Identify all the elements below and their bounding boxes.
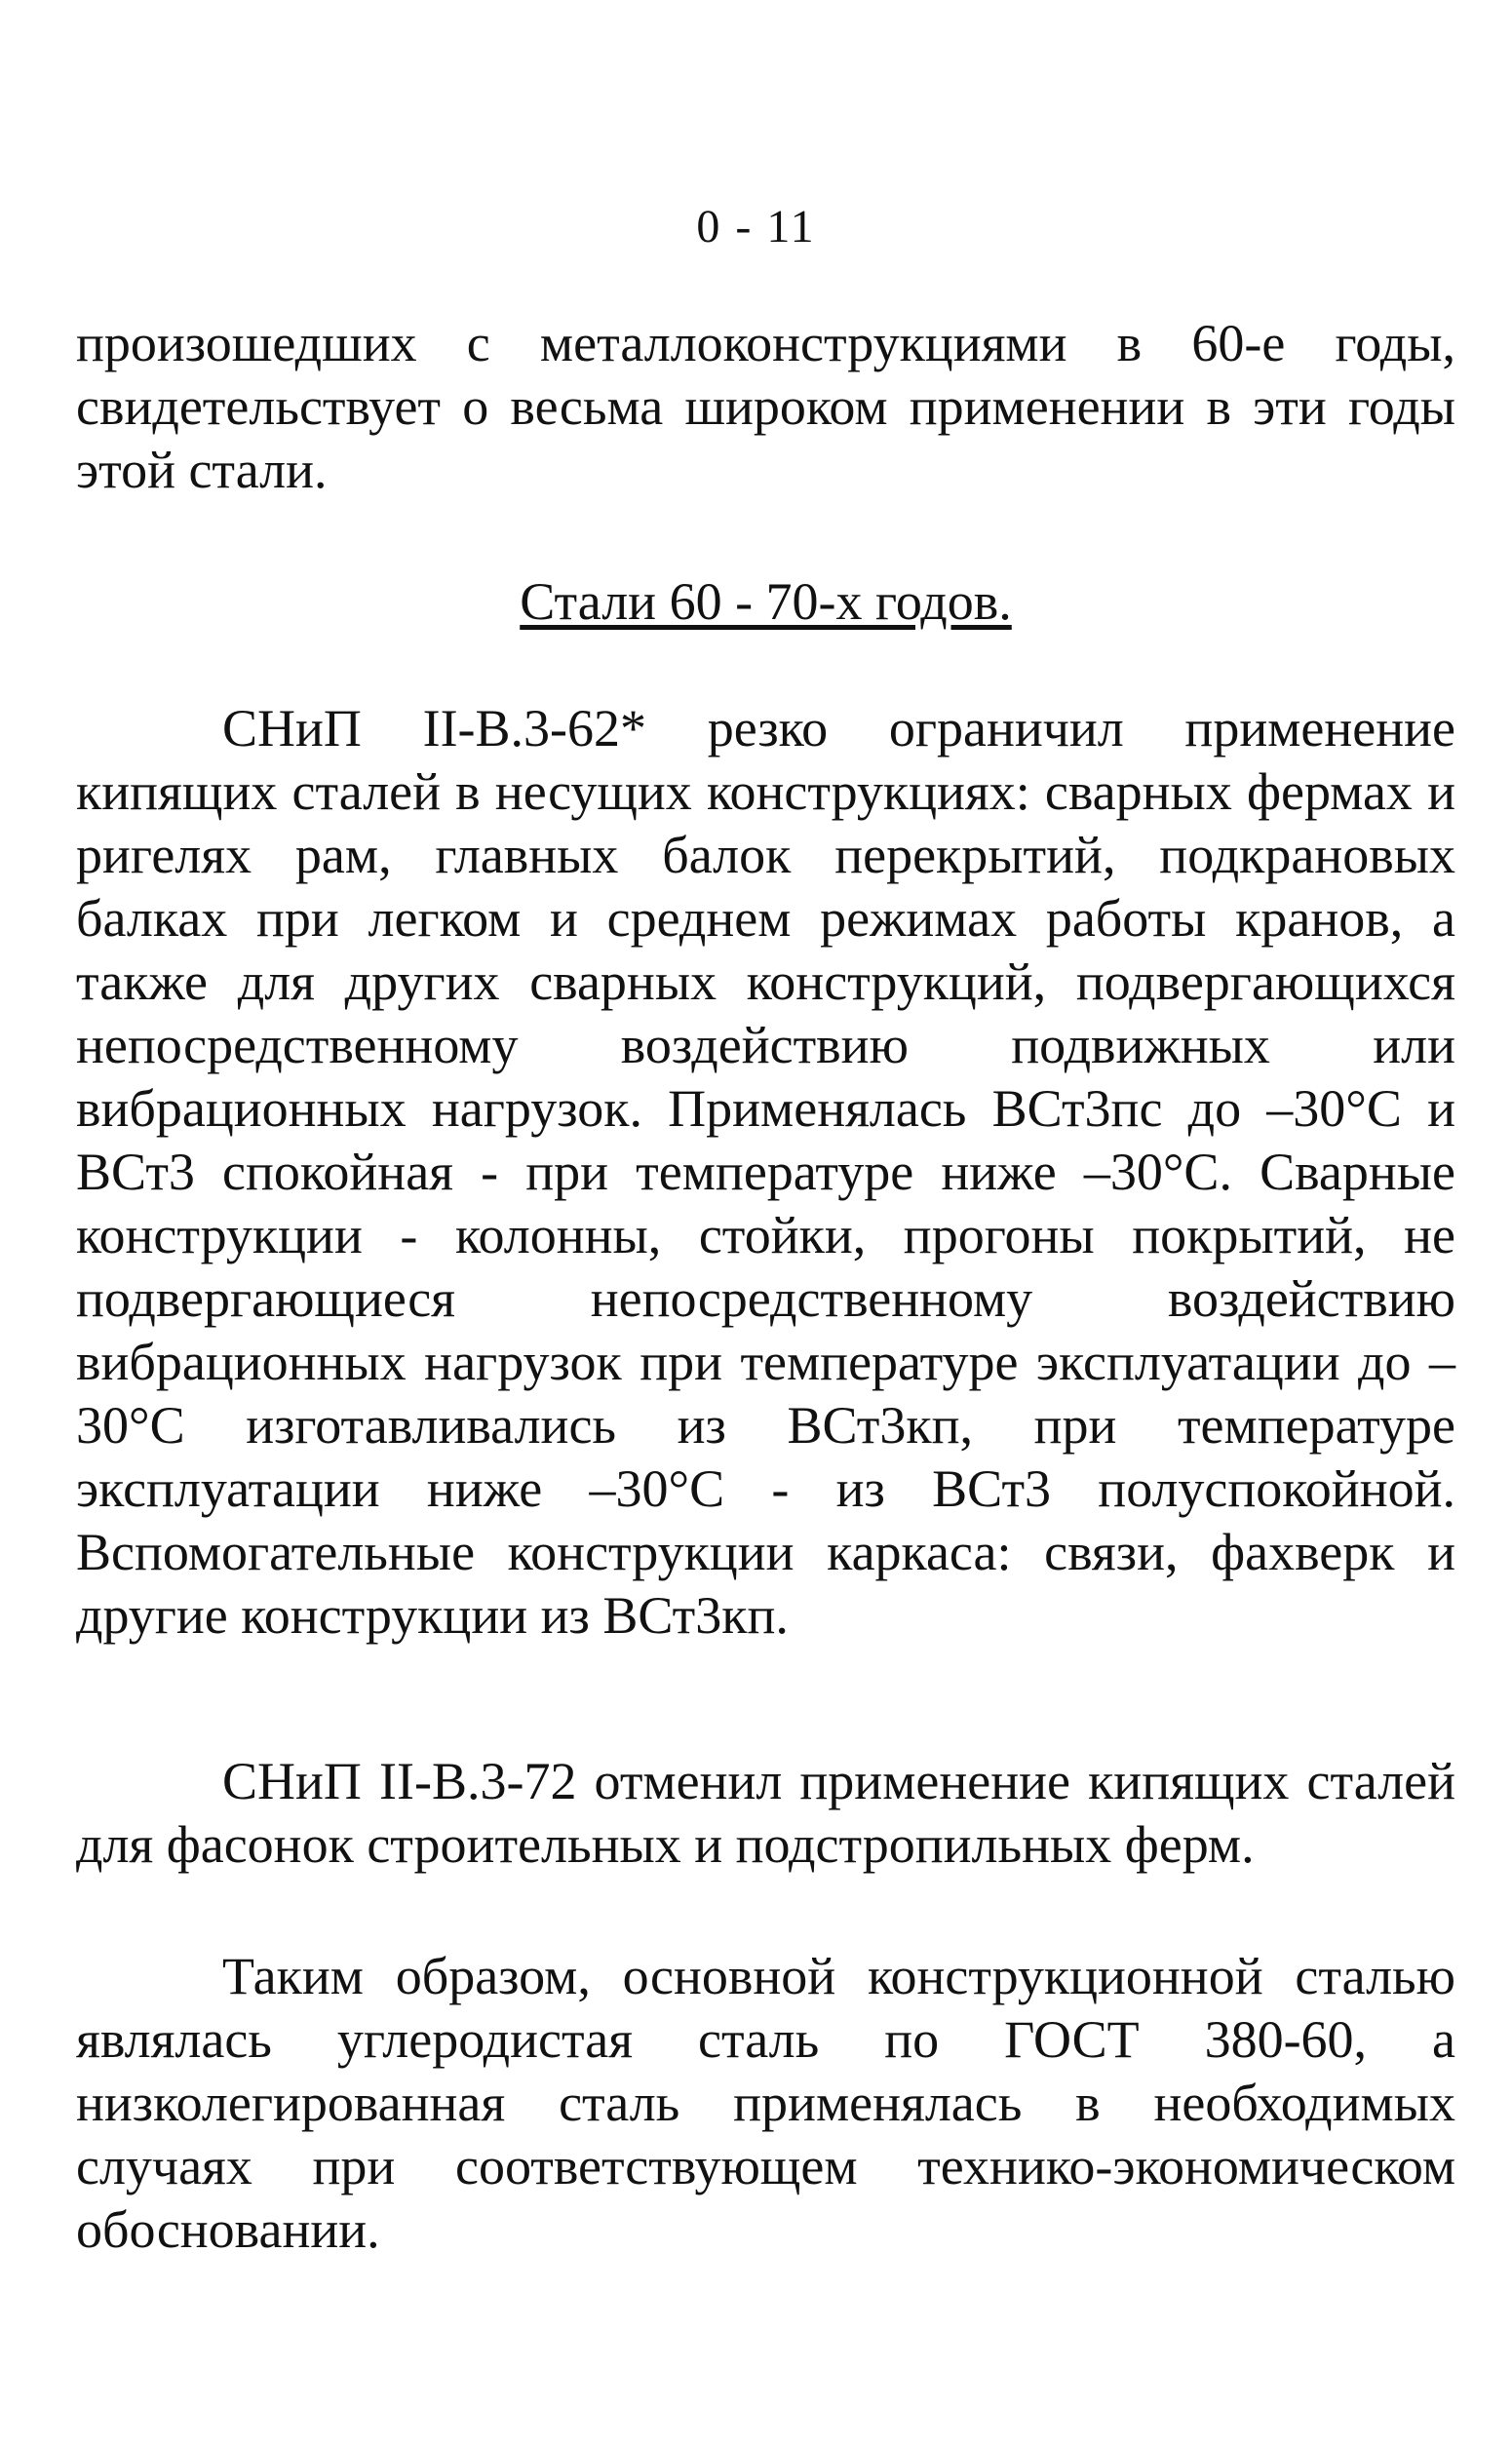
page-number: 0 - 11 xyxy=(696,201,816,252)
paragraph-continuation: произошедших с металлоконструкциями в 60-е годы, свидетельствует о весьма широком применении в эти годы этой стали. xyxy=(76,314,1455,499)
paragraph-snip-62: СНиП II-В.3-62* резко ограничил применение кипящих сталей в несущих конструкциях: сварных фермах и ригелях рам, главных балок перекрытий, подкрановых балках при легком и среднем режимах работы кранов, а также для других сварных конструкций, подвергающихся непосредственному воздействию подвижных или вибрационных нагрузок. Применялась ВСт3пс до –30°С и ВСт3 спокойная - при температуре ниже –30°С. Сварные конструкции - колонны, стойки, прогоны покрытий, не подвергающиеся непосредственному воздействию вибрационных нагрузок при температуре эксплуатации до –30°С изготавливались из ВСт3кп, при температуре эксплуатации ниже –30°С - из ВСт3 полуспокойной. Вспомогательные конструкции каркаса: связи, фахверк и другие конструкции из ВСт3кп. xyxy=(76,699,1455,1645)
paragraph-snip-72: СНиП II-В.3-72 отменил применение кипящих сталей для фасонок строительных и подстропильных ферм. xyxy=(76,1752,1455,1874)
section-heading xyxy=(76,570,1455,634)
paragraph-conclusion: Таким образом, основной конструкционной сталью являлась углеродистая сталь по ГОСТ 380-60, а низколегированная сталь применялась в необходимых случаях при соответствующем технико-экономическом обосновании. xyxy=(76,1947,1455,2259)
section-heading-text: Стали 60 - 70-х годов. xyxy=(520,572,1012,631)
